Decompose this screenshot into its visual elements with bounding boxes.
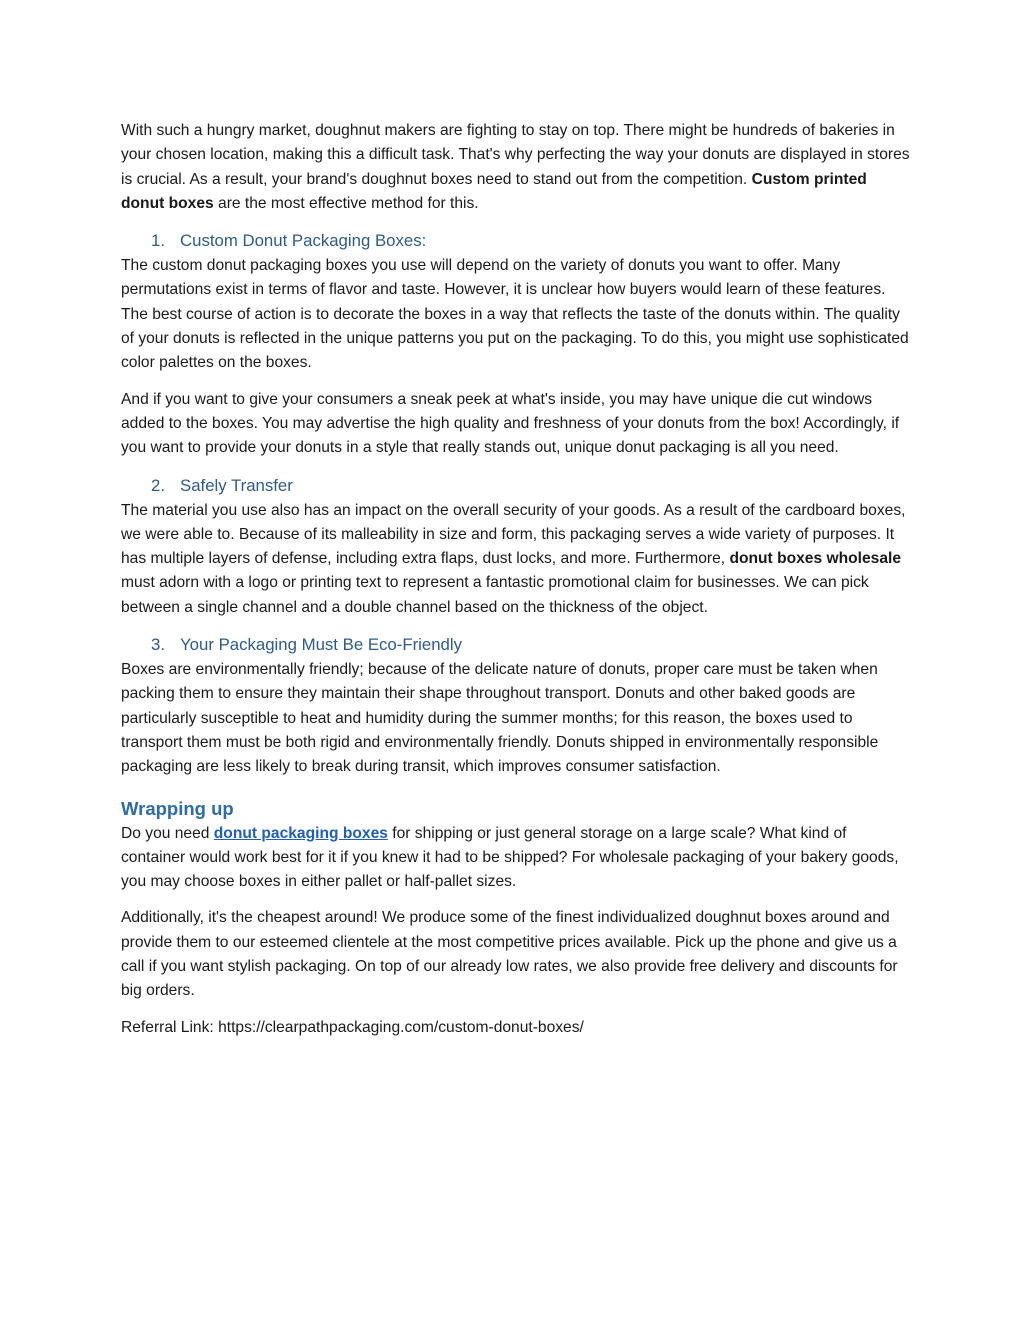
section-1-heading <box>121 228 911 254</box>
section-3-heading <box>121 632 911 658</box>
section-2-bold-phrase: donut boxes wholesale <box>729 550 902 568</box>
intro-text: With such a hungry market, doughnut makers are fighting to stay on top. There might be hundreds of bakeries in your chosen location, making this a difficult task. That's why perfecting the way your donuts are displayed in stores is crucial. As a result, your brand's doughnut boxes need to stand out from the competition. <box>121 122 910 188</box>
section-2-text: The material you use also has an impact on the overall security of your goods. As a result of the cardboard boxes, we were able to. Because of its malleability in size and form, this packaging serves a wide variety of purposes. It has multiple layers of defense, including extra flaps, dust locks, and more. Furthermore, <box>121 501 906 568</box>
wrapping-paragraph-1 <box>121 822 911 895</box>
section-1-paragraph-1: The custom donut packaging boxes you use will depend on the variety of donuts you want to offer. Many permutations exist in terms of flavor and taste. However, it is unclear how buyers would learn of these features. The best course of action is to decorate the boxes in a way that reflects the taste of the donuts within. The quality of your donuts is reflected in the unique patterns you put on the packaging. To do this, you might use sophisticated color palettes on the boxes. <box>121 257 909 372</box>
donut-packaging-boxes-link[interactable]: donut packaging boxes <box>213 824 388 842</box>
wrapping-up-heading: Wrapping up <box>121 797 234 819</box>
wrapping-text: Do you need <box>121 824 214 842</box>
section-2-title: Safely Transfer <box>180 475 293 495</box>
section-2-number: 2. <box>151 475 165 495</box>
section-1-title: Custom Donut Packaging Boxes: <box>180 231 427 251</box>
document-page <box>121 119 911 1052</box>
intro-bold-phrase: Custom printed donut boxes <box>121 170 867 212</box>
intro-paragraph <box>121 119 911 216</box>
section-3-paragraph: Boxes are environmentally friendly; because of the delicate nature of donuts, proper care must be taken when packing them to ensure they maintain their shape throughout transport. Donuts and other baked goods are particularly susceptible to heat and humidity during the summer months; for this reason, the boxes used to transport them must be both rigid and environmentally friendly. Donuts shipped in environmentally responsible packaging are less likely to break during transit, which improves consumer satisfaction. <box>121 661 879 776</box>
wrapping-text-end: for shipping or just general storage on a large scale? What kind of container would work best for it if you knew it had to be shipped? For wholesale packaging of your bakery goods, you may choose boxes in either pallet or half-pallet sizes. <box>121 824 899 891</box>
section-2-heading <box>121 473 911 499</box>
section-2-paragraph <box>121 499 911 620</box>
section-2-text-end: must adorn with a logo or printing text to represent a fantastic promotional claim for businesses. We can pick between a single channel and a double channel based on the thickness of the object. <box>121 574 869 616</box>
intro-text-end: are the most effective method for this. <box>213 194 479 212</box>
section-3-title: Your Packaging Must Be Eco-Friendly <box>180 635 463 655</box>
referral-link-text: Referral Link: https://clearpathpackaging.com/custom-donut-boxes/ <box>121 1018 584 1036</box>
wrapping-paragraph-2: Additionally, it's the cheapest around! We produce some of the finest individualized doughnut boxes around and provide them to our esteemed clientele at the most competitive prices available. Pick up the phone and give us a call if you want stylish packaging. On top of our already low rates, we also provide free delivery and discounts for big orders. <box>121 909 898 1000</box>
section-1-paragraph-2: And if you want to give your consumers a sneak peek at what's inside, you may have unique die cut windows added to the boxes. You may advertise the high quality and freshness of your donuts from the box! Accordingly, if you want to provide your donuts in a style that really stands out, unique donut packaging is all you need. <box>121 390 900 457</box>
section-1-number: 1. <box>151 231 165 251</box>
section-3-number: 3. <box>151 635 165 655</box>
